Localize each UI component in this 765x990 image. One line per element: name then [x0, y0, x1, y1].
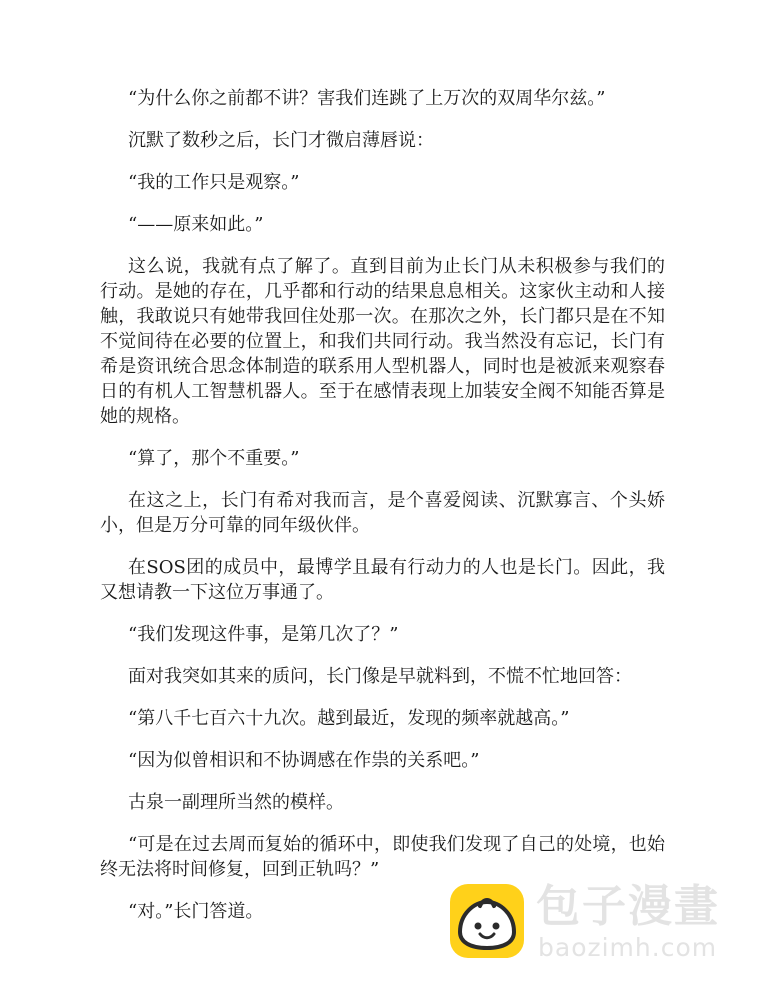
paragraph: “可是在过去周而复始的循环中，即使我们发现了自己的处境，也始终无法将时间修复，回到正轨吗？”: [100, 834, 665, 880]
paragraph: 面对我突如其来的质问，长门像是早就料到，不慌不忙地回答：: [128, 666, 632, 687]
bun-mascot-icon: [450, 884, 524, 958]
paragraph: 这么说，我就有点了解了。直到目前为止长门从未积极参与我们的行动。是她的存在，几乎都和行动的结果息息相关。这家伙主动和人接触，我敢说只有她带我回住处那一次。在那次之外，长门都只是在不知不觉间待在必要的位置上，和我们共同行动。我当然没有忘记，长门有希是资讯统合思念体制造的联系用人型机器人，同时也是被派来观察春日的有机人工智慧机器人。至于在感情表现上加装安全阀不知能否算是她的规格。: [100, 256, 665, 427]
paragraph: “为什么你之前都不讲？害我们连跳了上万次的双周华尔兹。”: [128, 88, 606, 109]
paragraph: 沉默了数秒之后，长门才微启薄唇说：: [128, 130, 434, 151]
paragraph: “因为似曾相识和不协调感在作祟的关系吧。”: [128, 750, 480, 771]
paragraph: “我的工作只是观察。”: [128, 172, 300, 193]
text-column: [100, 86, 665, 941]
paragraph: “算了，那个不重要。”: [128, 448, 300, 469]
paragraph: 古泉一副理所当然的模样。: [128, 792, 344, 813]
watermark: [450, 880, 750, 970]
paragraph: “对。”长门答道。: [128, 901, 264, 922]
paragraph: 在这之上，长门有希对我而言，是个喜爱阅读、沉默寡言、个头娇小，但是万分可靠的同年级伙伴。: [100, 490, 665, 536]
watermark-title: 包子漫畫: [536, 881, 720, 932]
watermark-url: baozimh.com: [538, 933, 718, 962]
paragraph: “——原来如此。”: [128, 214, 264, 235]
paragraph: “我们发现这件事，是第几次了？”: [128, 624, 399, 645]
paragraph: “第八千七百六十九次。越到最近，发现的频率就越高。”: [128, 708, 570, 729]
paragraph: 在SOS团的成员中，最博学且最有行动力的人也是长门。因此，我又想请教一下这位万事通了。: [100, 557, 665, 603]
